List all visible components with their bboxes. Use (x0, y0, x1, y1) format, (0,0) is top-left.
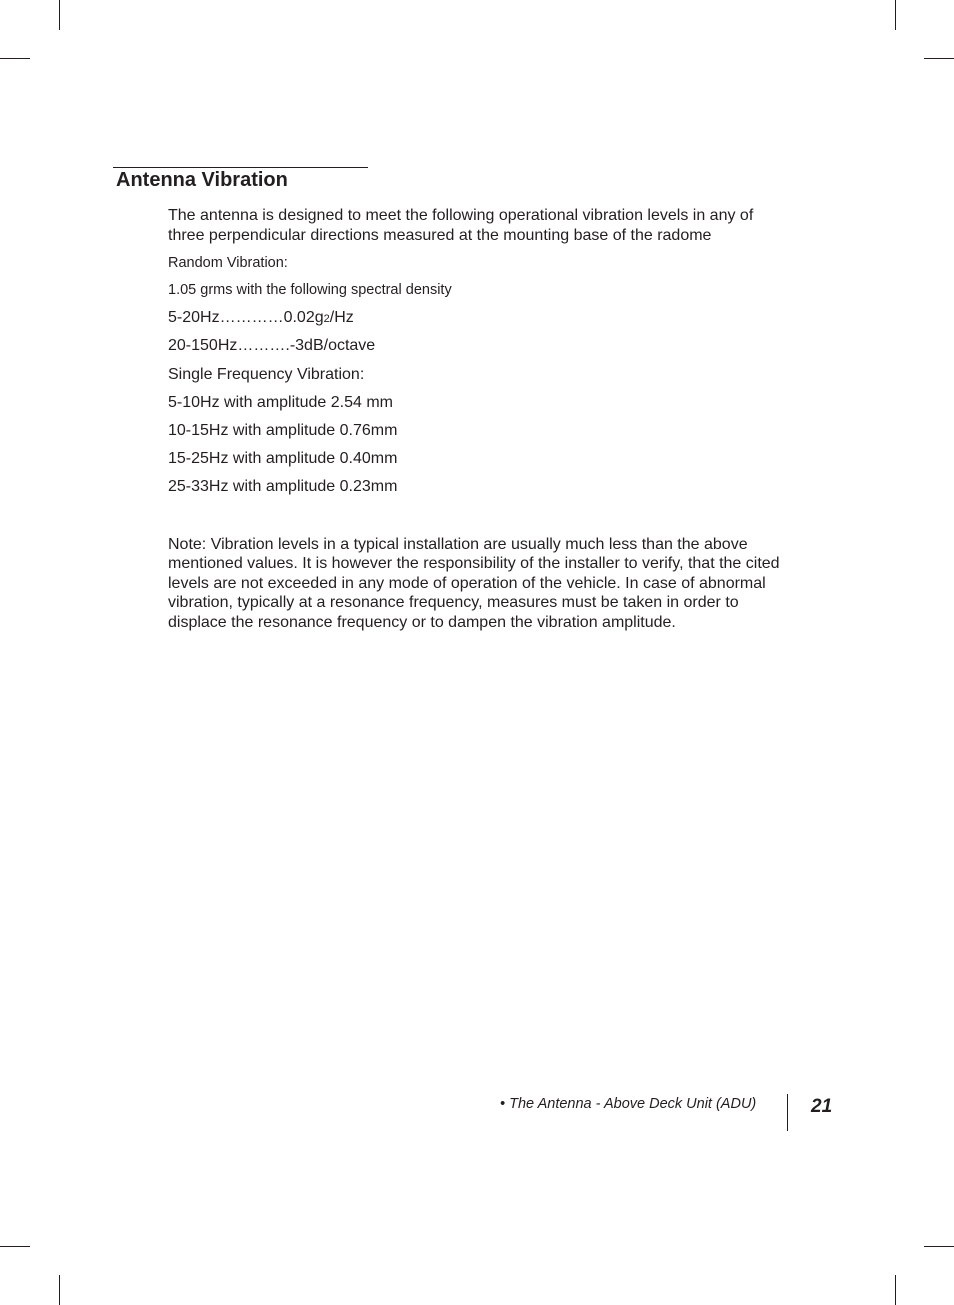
spectral-line-1 (168, 309, 354, 327)
random-vibration-label: Random Vibration: (168, 255, 288, 271)
single-frequency-item: 25-33Hz with amplitude 0.23mm (168, 478, 398, 495)
footer-chapter (500, 1096, 756, 1112)
footer-divider (787, 1094, 788, 1131)
section-title: Antenna Vibration (116, 169, 288, 191)
random-density-text: 1.05 grms with the following spectral density (168, 282, 452, 298)
single-frequency-item: 10-15Hz with amplitude 0.76mm (168, 422, 398, 439)
spectral-line-1-unit: /Hz (329, 309, 354, 326)
crop-mark (924, 1246, 954, 1247)
footer-bullet: • (500, 1096, 506, 1112)
note-paragraph: Note: Vibration levels in a typical installation are usually much less than the above mentioned values. It is however the responsibility of the installer to verify, that the cited levels are not exceeded in any mode of operation of the vehicle. In case of abnormal vibration, typically at a resonance frequency, measures must be taken in order to displace the resonance frequency or to dampen the vibration amplitude. (168, 536, 780, 631)
crop-mark (895, 1275, 896, 1305)
single-frequency-label: Single Frequency Vibration: (168, 366, 365, 383)
section-rule (113, 167, 368, 168)
intro-block (168, 206, 793, 246)
single-frequency-item: 15-25Hz with amplitude 0.40mm (168, 450, 398, 467)
intro-paragraph: The antenna is designed to meet the following operational vibration levels in any of three perpendicular directions measured at the mounting base of the radome (168, 207, 754, 244)
footer-chapter-title: The Antenna - Above Deck Unit (ADU) (509, 1096, 757, 1112)
crop-mark (0, 1246, 30, 1247)
page-number: 21 (811, 1096, 833, 1117)
crop-mark (924, 58, 954, 59)
spectral-line-1-main: 5-20Hz…………0.02g (168, 309, 324, 326)
spectral-line-1-exponent: 2 (323, 313, 330, 325)
spectral-line-2: 20-150Hz……….-3dB/octave (168, 337, 376, 354)
crop-mark (895, 0, 896, 30)
crop-mark (0, 58, 30, 59)
single-frequency-item: 5-10Hz with amplitude 2.54 mm (168, 394, 393, 411)
crop-mark (59, 0, 60, 30)
crop-mark (59, 1275, 60, 1305)
